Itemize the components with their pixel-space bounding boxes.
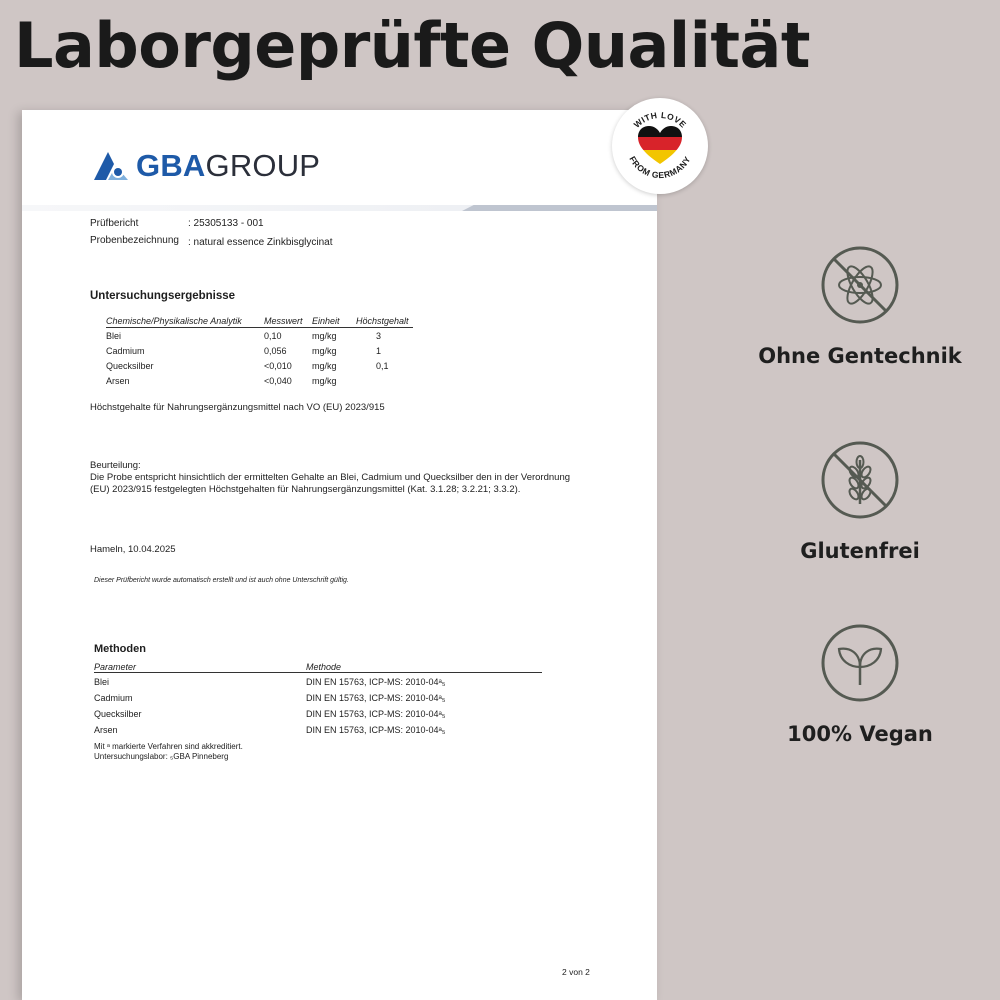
- assessment-text: Die Probe entspricht hinsichtlich der ermittelten Gehalte an Blei, Cadmium und Quecksilber den in der Verordnung (EU) 2023/915 festgelegten Höchstgehalten für Nahrungsergänzungsmittel (Kat. 3.1.28; 3.2.21; 3.3.2).: [90, 472, 571, 495]
- table-row: [94, 689, 542, 705]
- page-headline: Laborgeprüfte Qualität: [14, 9, 810, 82]
- table-row: [106, 343, 413, 358]
- table-cell: Arsen: [94, 725, 118, 735]
- feature-label: Ohne Gentechnik: [758, 344, 962, 368]
- lab-note: Untersuchungslabor: ₅GBA Pinneberg: [94, 752, 229, 761]
- meta-label: Probenbezeichnung: [90, 235, 179, 246]
- assessment-label: Beurteilung:: [90, 460, 141, 471]
- heart-flag-icon: [632, 122, 688, 166]
- table-cell: Cadmium: [94, 693, 133, 703]
- table-cell: <0,040: [264, 376, 292, 386]
- results-title: Untersuchungsergebnisse: [90, 290, 236, 302]
- svg-text:WITH LOVE: [632, 110, 689, 130]
- table-cell: [356, 373, 413, 388]
- table-cell: <0,010: [264, 361, 292, 371]
- table-cell: DIN EN 15763, ICP-MS: 2010-04ᵃ₅: [306, 725, 446, 735]
- badge-top-text: WITH LOVE: [631, 109, 689, 130]
- table-cell: DIN EN 15763, ICP-MS: 2010-04ᵃ₅: [306, 709, 446, 719]
- results-table: [106, 316, 413, 388]
- table-cell: mg/kg: [312, 361, 337, 371]
- table-cell: 0,10: [264, 331, 282, 341]
- feature-ohne-gentechnik: [720, 245, 1000, 368]
- table-cell: Arsen: [106, 376, 130, 386]
- table-cell: 0,1: [376, 361, 389, 371]
- table-cell: DIN EN 15763, ICP-MS: 2010-04ᵃ₅: [306, 677, 446, 687]
- table-cell: 1: [376, 346, 382, 356]
- feature-label: 100% Vegan: [787, 722, 933, 746]
- auto-signature-note: Dieser Prüfbericht wurde automatisch erstellt und ist auch ohne Unterschrift gültig.: [94, 577, 349, 584]
- table-cell: mg/kg: [312, 331, 337, 341]
- atom-crossed-icon: [820, 245, 900, 325]
- table-cell: 3: [376, 331, 382, 341]
- methods-title: Methoden: [94, 643, 146, 655]
- meta-value: : natural essence Zinkbisglycinat: [188, 237, 333, 248]
- logo-rest-text: GROUP: [205, 148, 321, 183]
- table-cell: mg/kg: [312, 346, 337, 356]
- feature-glutenfrei: [720, 440, 1000, 563]
- methods-header: Parameter: [94, 662, 306, 673]
- place-date: Hameln, 10.04.2025: [90, 544, 176, 555]
- table-cell: Quecksilber: [94, 709, 142, 719]
- table-row: [94, 705, 542, 721]
- table-cell: mg/kg: [312, 376, 337, 386]
- table-cell: Quecksilber: [106, 361, 154, 371]
- table-row: [94, 673, 542, 690]
- gba-group-logo: [92, 148, 320, 184]
- table-cell: 0,056: [264, 346, 287, 356]
- page-number: 2 von 2: [562, 967, 590, 977]
- results-header: Höchstgehalt: [356, 316, 413, 328]
- results-header: Messwert: [264, 316, 312, 328]
- meta-label: Prüfbericht: [90, 218, 139, 229]
- made-in-germany-badge: [612, 98, 708, 194]
- methods-table: [94, 662, 542, 737]
- logo-bold-text: GBA: [136, 148, 206, 183]
- feature-vegan: [720, 623, 1000, 746]
- header-rule: [22, 205, 657, 211]
- table-cell: Blei: [106, 331, 122, 341]
- table-row: [94, 721, 542, 737]
- table-cell: Blei: [94, 677, 110, 687]
- wheat-crossed-icon: [820, 440, 900, 520]
- methods-header: Methode: [306, 662, 542, 673]
- badge-bottom-text: FROM GERMANY: [627, 154, 693, 181]
- lab-report-document: [22, 110, 657, 1000]
- results-header: Chemische/Physikalische Analytik: [106, 316, 264, 328]
- gba-triangle-icon: [92, 150, 130, 182]
- accredited-note: Mit ᵃ markierte Verfahren sind akkreditiert.: [94, 742, 243, 751]
- feature-label: Glutenfrei: [800, 539, 920, 563]
- table-row: [106, 358, 413, 373]
- results-header: Einheit: [312, 316, 356, 328]
- meta-value: : 25305133 - 001: [188, 218, 264, 229]
- table-row: [106, 373, 413, 388]
- table-cell: DIN EN 15763, ICP-MS: 2010-04ᵃ₅: [306, 693, 446, 703]
- limits-note: Höchstgehalte für Nahrungsergänzungsmittel nach VO (EU) 2023/915: [90, 402, 385, 413]
- leaf-icon: [820, 623, 900, 703]
- table-row: [106, 328, 413, 344]
- table-cell: Cadmium: [106, 346, 145, 356]
